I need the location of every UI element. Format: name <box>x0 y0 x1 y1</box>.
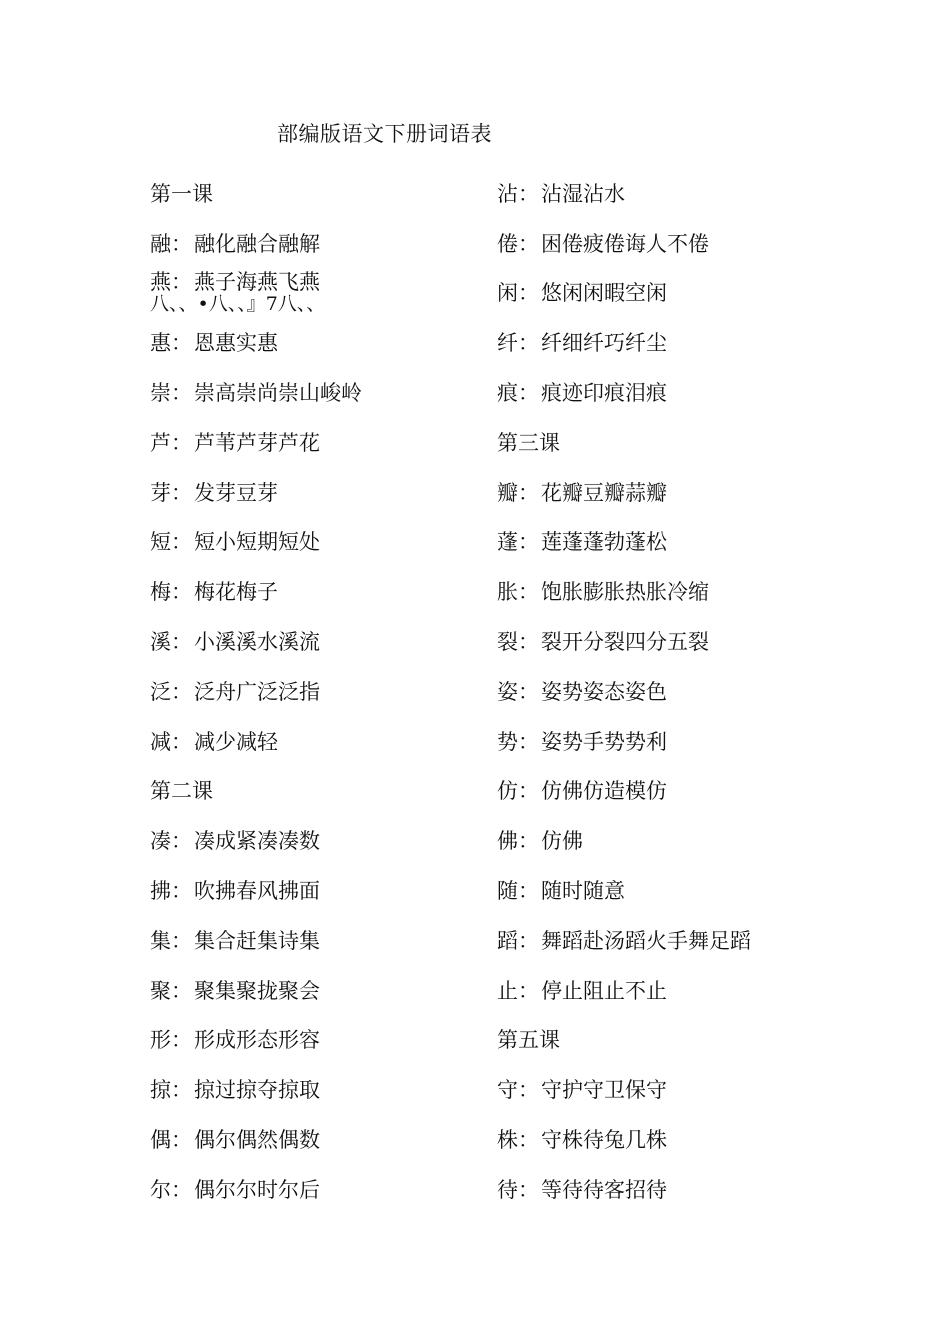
vocab-entry-line <box>150 270 320 294</box>
vocab-entry <box>150 218 490 268</box>
vocab-character: 聚 <box>150 978 171 1003</box>
vocab-separator: ： <box>171 231 192 256</box>
vocab-character: 沾 <box>497 181 518 206</box>
vocab-separator: ： <box>518 1177 539 1202</box>
vocab-character: 拂 <box>150 879 171 904</box>
vocab-character: 溪 <box>150 630 171 655</box>
vocab-character: 泛 <box>150 679 171 704</box>
vocab-separator: ： <box>171 1078 192 1103</box>
vocab-character: 裂 <box>497 630 518 655</box>
vocab-separator: ： <box>518 281 539 306</box>
vocab-words: 掠过掠夺掠取 <box>194 1078 320 1103</box>
vocab-character: 惠 <box>150 331 171 356</box>
lesson-heading-text: 第三课 <box>497 430 560 455</box>
vocab-separator: ： <box>171 679 192 704</box>
vocab-separator: ： <box>171 580 192 605</box>
vocab-entry <box>497 815 877 865</box>
vocab-separator: ： <box>171 331 192 356</box>
vocab-separator: ： <box>518 181 539 206</box>
vocab-character: 芽 <box>150 480 171 505</box>
vocab-character: 短 <box>150 530 171 555</box>
vocab-words: 形成形态形容 <box>194 1028 320 1053</box>
vocab-character: 集 <box>150 928 171 953</box>
vocab-entry <box>497 1164 877 1214</box>
vocab-entry <box>150 1015 490 1065</box>
vocab-entry <box>497 865 877 915</box>
vocab-entry <box>150 865 490 915</box>
vocab-words: 仿佛仿造模仿 <box>541 779 667 804</box>
vocab-separator: ： <box>171 978 192 1003</box>
vocab-words: 花瓣豆瓣蒜瓣 <box>541 480 667 505</box>
vocab-entry <box>150 317 490 367</box>
vocab-character: 瓣 <box>497 480 518 505</box>
vocab-character: 仿 <box>497 779 518 804</box>
vocab-entry <box>150 417 490 467</box>
vocab-entry <box>150 915 490 965</box>
vocab-entry <box>497 467 877 517</box>
vocab-words: 泛舟广泛泛指 <box>194 679 320 704</box>
vocab-separator: ： <box>518 978 539 1003</box>
vocab-entry <box>150 268 490 318</box>
vocab-separator: ： <box>518 381 539 406</box>
vocab-separator: ： <box>518 231 539 256</box>
vocab-character: 势 <box>497 729 518 754</box>
vocab-entry <box>497 566 877 616</box>
vocab-words: 芦苇芦芽芦花 <box>194 430 320 455</box>
vocab-words: 聚集聚拢聚会 <box>194 978 320 1003</box>
vocab-character: 凑 <box>150 829 171 854</box>
vocab-separator: ： <box>171 630 192 655</box>
vocab-entry <box>150 965 490 1015</box>
vocab-separator: ： <box>171 381 192 406</box>
vocab-separator: ： <box>171 729 192 754</box>
vocab-words: 发芽豆芽 <box>194 480 278 505</box>
vocab-character: 融 <box>150 231 171 256</box>
vocab-separator: ： <box>518 879 539 904</box>
vocab-words: 姿势姿态姿色 <box>541 679 667 704</box>
vocab-separator: ： <box>171 1177 192 1202</box>
vocab-separator: ： <box>171 480 192 505</box>
garbled-text-line: 八、、•八、、』7八、、 <box>150 293 326 316</box>
lesson-heading <box>150 168 490 218</box>
vocab-separator: ： <box>518 679 539 704</box>
vocab-words: 偶尔偶然偶数 <box>194 1128 320 1153</box>
vocab-words: 吹拂春风拂面 <box>194 879 320 904</box>
vocab-words: 莲蓬蓬勃蓬松 <box>541 530 667 555</box>
vocab-entry <box>497 268 877 318</box>
vocab-words: 凑成紧凑凑数 <box>194 829 320 854</box>
vocab-entry <box>497 616 877 666</box>
vocab-words: 痕迹印痕泪痕 <box>541 381 667 406</box>
left-column <box>150 168 490 1214</box>
vocab-words: 困倦疲倦诲人不倦 <box>541 231 709 256</box>
vocab-character: 痕 <box>497 381 518 406</box>
vocab-character: 佛 <box>497 829 518 854</box>
vocab-separator: ： <box>518 530 539 555</box>
vocab-character: 株 <box>497 1128 518 1153</box>
vocab-entry <box>150 1114 490 1164</box>
vocab-separator: ： <box>171 430 192 455</box>
vocab-character: 倦 <box>497 231 518 256</box>
vocab-separator: ： <box>518 580 539 605</box>
vocab-words: 随时随意 <box>541 879 625 904</box>
lesson-heading <box>497 1015 877 1065</box>
vocab-words: 减少减轻 <box>194 729 278 754</box>
vocab-entry <box>497 1114 877 1164</box>
vocab-character: 芦 <box>150 430 171 455</box>
vocab-character: 闲 <box>497 281 518 306</box>
page-title: 部编版语文下册词语表 <box>277 122 492 146</box>
vocab-separator: ： <box>171 530 192 555</box>
vocab-separator: ： <box>518 630 539 655</box>
vocab-entry <box>150 666 490 716</box>
vocab-separator: ： <box>518 1078 539 1103</box>
vocab-words: 守株待兔几株 <box>541 1128 667 1153</box>
lesson-heading-text: 第五课 <box>497 1028 560 1053</box>
vocab-entry <box>497 317 877 367</box>
vocab-words: 崇高崇尚崇山峻岭 <box>194 381 362 406</box>
vocab-words: 悠闲闲暇空闲 <box>541 281 667 306</box>
vocab-entry <box>497 517 877 567</box>
vocab-character: 尔 <box>150 1177 171 1202</box>
vocab-separator: ： <box>171 829 192 854</box>
vocab-entry <box>150 616 490 666</box>
vocab-entry <box>497 766 877 816</box>
lesson-heading <box>497 417 877 467</box>
vocab-character: 蹈 <box>497 928 518 953</box>
vocab-character: 减 <box>150 729 171 754</box>
vocab-words: 偶尔尔时尔后 <box>194 1177 320 1202</box>
vocab-entry <box>150 716 490 766</box>
vocab-words: 小溪溪水溪流 <box>194 630 320 655</box>
vocab-words: 等待待客招待 <box>541 1177 667 1202</box>
vocab-entry <box>150 1164 490 1214</box>
lesson-heading-text: 第一课 <box>150 181 213 206</box>
vocab-separator: ： <box>171 1128 192 1153</box>
vocab-separator: ： <box>518 829 539 854</box>
vocab-entry <box>497 716 877 766</box>
vocab-entry <box>497 218 877 268</box>
vocab-words: 沾湿沾水 <box>541 181 625 206</box>
vocab-character: 随 <box>497 879 518 904</box>
vocab-entry <box>497 168 877 218</box>
lesson-heading-text: 第二课 <box>150 779 213 804</box>
vocab-words: 饱胀膨胀热胀冷缩 <box>541 580 709 605</box>
vocab-words: 纤细纤巧纤尘 <box>541 331 667 356</box>
vocab-entry <box>497 1064 877 1114</box>
vocab-entry <box>150 367 490 417</box>
vocab-separator: ： <box>518 331 539 356</box>
vocab-character: 止 <box>497 978 518 1003</box>
vocab-words: 融化融合融解 <box>194 231 320 256</box>
vocab-words: 梅花梅子 <box>194 580 278 605</box>
vocab-entry <box>497 915 877 965</box>
vocab-entry <box>497 666 877 716</box>
vocab-separator: ： <box>518 729 539 754</box>
vocab-character: 纤 <box>497 331 518 356</box>
vocab-entry <box>497 965 877 1015</box>
vocab-separator: ： <box>518 1128 539 1153</box>
vocab-separator: ： <box>518 928 539 953</box>
lesson-heading <box>150 766 490 816</box>
vocab-words: 集合赶集诗集 <box>194 928 320 953</box>
vocab-words: 舞蹈赴汤蹈火手舞足蹈 <box>541 928 751 953</box>
vocab-entry <box>150 1064 490 1114</box>
vocab-character: 燕 <box>150 270 171 295</box>
vocab-words: 守护守卫保守 <box>541 1078 667 1103</box>
vocab-character: 守 <box>497 1078 518 1103</box>
vocab-character: 偶 <box>150 1128 171 1153</box>
vocab-entry <box>497 367 877 417</box>
vocab-words: 姿势手势势利 <box>541 729 667 754</box>
vocab-words: 短小短期短处 <box>194 530 320 555</box>
vocab-character: 待 <box>497 1177 518 1202</box>
vocab-entry <box>150 517 490 567</box>
vocab-separator: ： <box>171 928 192 953</box>
vocab-words: 仿佛 <box>541 829 583 854</box>
vocab-separator: ： <box>171 879 192 904</box>
vocab-words: 停止阻止不止 <box>541 978 667 1003</box>
vocab-character: 掠 <box>150 1078 171 1103</box>
vocab-character: 蓬 <box>497 530 518 555</box>
right-column <box>497 168 877 1214</box>
vocab-character: 崇 <box>150 381 171 406</box>
vocab-words: 燕子海燕飞燕 <box>194 270 320 295</box>
vocab-words: 恩惠实惠 <box>194 331 278 356</box>
vocab-words: 裂开分裂四分五裂 <box>541 630 709 655</box>
vocab-character: 胀 <box>497 580 518 605</box>
vocab-character: 姿 <box>497 679 518 704</box>
vocab-separator: ： <box>518 779 539 804</box>
vocab-separator: ： <box>171 1028 192 1053</box>
vocab-character: 梅 <box>150 580 171 605</box>
vocab-entry <box>150 467 490 517</box>
vocab-separator: ： <box>171 270 192 295</box>
vocab-entry <box>150 566 490 616</box>
vocab-separator: ： <box>518 480 539 505</box>
vocab-entry <box>150 815 490 865</box>
vocab-character: 形 <box>150 1028 171 1053</box>
